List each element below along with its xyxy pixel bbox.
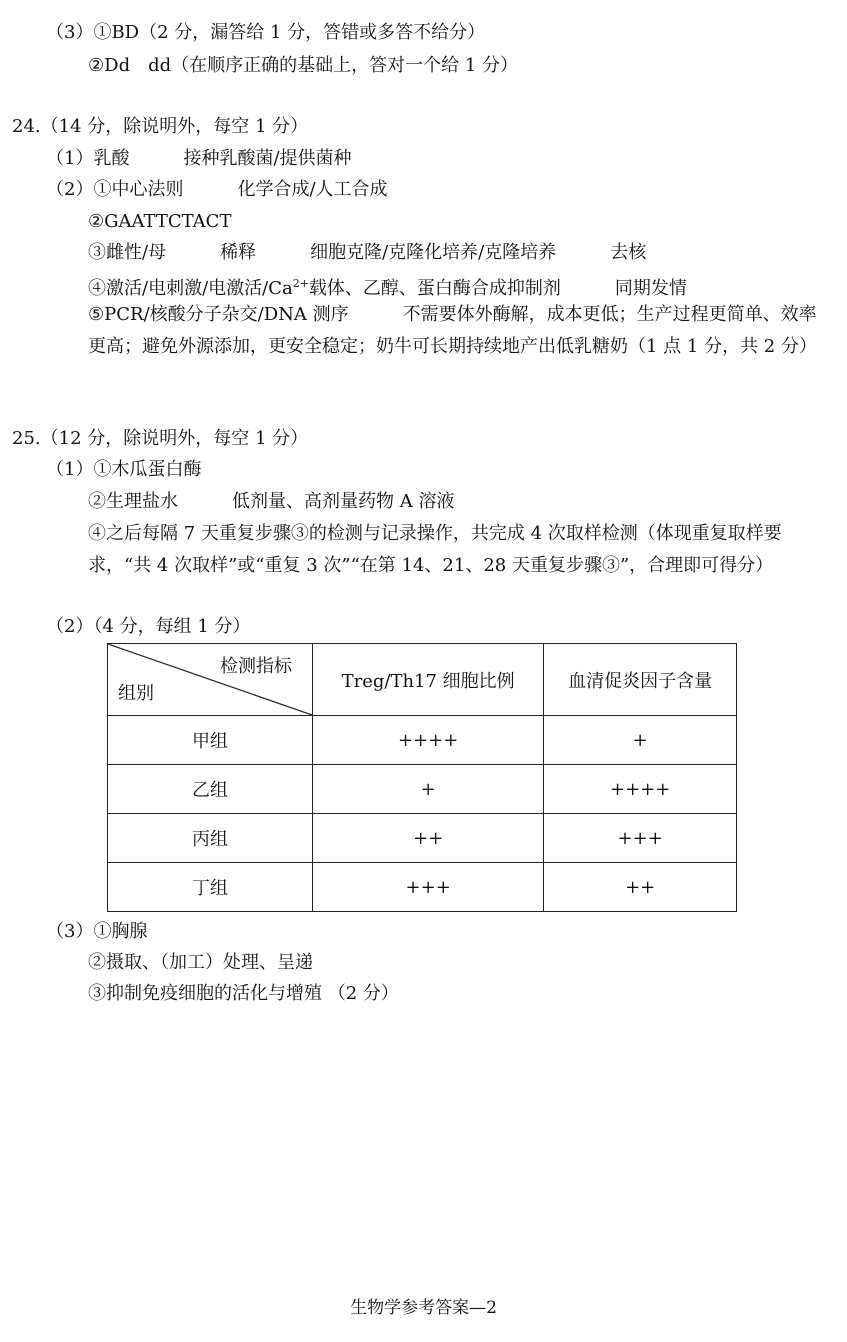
- group-cell: 甲组: [108, 716, 313, 765]
- q24-item4-sup: 2+: [292, 277, 309, 290]
- q24-part2-item5: ⑤PCR/核酸分子杂交/DNA 测序 不需要体外酶解，成本更低；生产过程更简单、效率更高；避免外源添加，更安全稳定；奶牛可长期持续地产出低乳糖奶（1 点 1 分，共 2 分）: [88, 304, 817, 357]
- table-row: [108, 814, 737, 863]
- q25-part1-item2: ②生理盐水 低剂量、高剂量药物 A 溶液: [88, 491, 455, 512]
- q24-part2-item2: ②GAATTCTACT: [88, 211, 232, 232]
- factor-cell: ++++: [544, 765, 737, 814]
- q25-part1-item1: （1）①木瓜蛋白酶: [46, 459, 202, 480]
- q24-part2-item1: （2）①中心法则 化学合成/人工合成: [46, 179, 388, 200]
- table-header-row: [108, 644, 737, 716]
- table-row: [108, 716, 737, 765]
- page-footer: 生物学参考答案—2: [350, 1298, 497, 1318]
- q23-part3-line2: ②Dd dd（在顺序正确的基础上，答对一个给 1 分）: [88, 55, 519, 76]
- group-cell: 丁组: [108, 863, 313, 912]
- result-table: [107, 643, 737, 912]
- table-row: [108, 765, 737, 814]
- q24-header: 24.（14 分，除说明外，每空 1 分）: [12, 116, 309, 137]
- q25-part3-item3: ③抑制免疫细胞的活化与增殖 （2 分）: [88, 983, 399, 1004]
- table-row: [108, 863, 737, 912]
- corner-label-group: 组别: [118, 683, 154, 704]
- group-cell: 丙组: [108, 814, 313, 863]
- q25-part3-item2: ②摄取、（加工）处理、呈递: [88, 952, 313, 973]
- q25-part2: （2）（4 分，每组 1 分）: [46, 616, 251, 637]
- q25-header: 25.（12 分，除说明外，每空 1 分）: [12, 428, 309, 449]
- q25-part3-item1: （3）①胸腺: [46, 921, 148, 942]
- q23-part3-line1: （3）①BD（2 分，漏答给 1 分，答错或多答不给分）: [46, 22, 486, 43]
- q24-part1: （1）乳酸 接种乳酸菌/提供菌种: [46, 148, 352, 169]
- ratio-cell: ++++: [313, 716, 544, 765]
- column-header-factor: 血清促炎因子含量: [544, 644, 737, 716]
- factor-cell: +++: [544, 814, 737, 863]
- ratio-cell: +: [313, 765, 544, 814]
- factor-cell: +: [544, 716, 737, 765]
- q24-part2-item3: ③雌性/母 稀释 细胞克隆/克隆化培养/克隆培养 去核: [88, 242, 647, 263]
- q25-part1-item4: ④之后每隔 7 天重复步骤③的检测与记录操作，共完成 4 次取样检测（体现重复取样要求，“共 4 次取样”或“重复 3 次”“在第 14、21、28 天重复步骤③”，合理即可得分）: [88, 523, 782, 576]
- q24-part2-item4: [88, 273, 687, 300]
- ratio-cell: +++: [313, 863, 544, 912]
- table-corner-cell: [108, 644, 313, 716]
- column-header-ratio: Treg/Th17 细胞比例: [313, 644, 544, 716]
- q24-item4-post: 载体、乙醇、蛋白酶合成抑制剂 同期发情: [308, 278, 687, 299]
- corner-label-indicator: 检测指标: [220, 656, 292, 677]
- q24-item4-pre: ④激活/电刺激/电激活/Ca: [88, 278, 293, 299]
- group-cell: 乙组: [108, 765, 313, 814]
- ratio-cell: ++: [313, 814, 544, 863]
- factor-cell: ++: [544, 863, 737, 912]
